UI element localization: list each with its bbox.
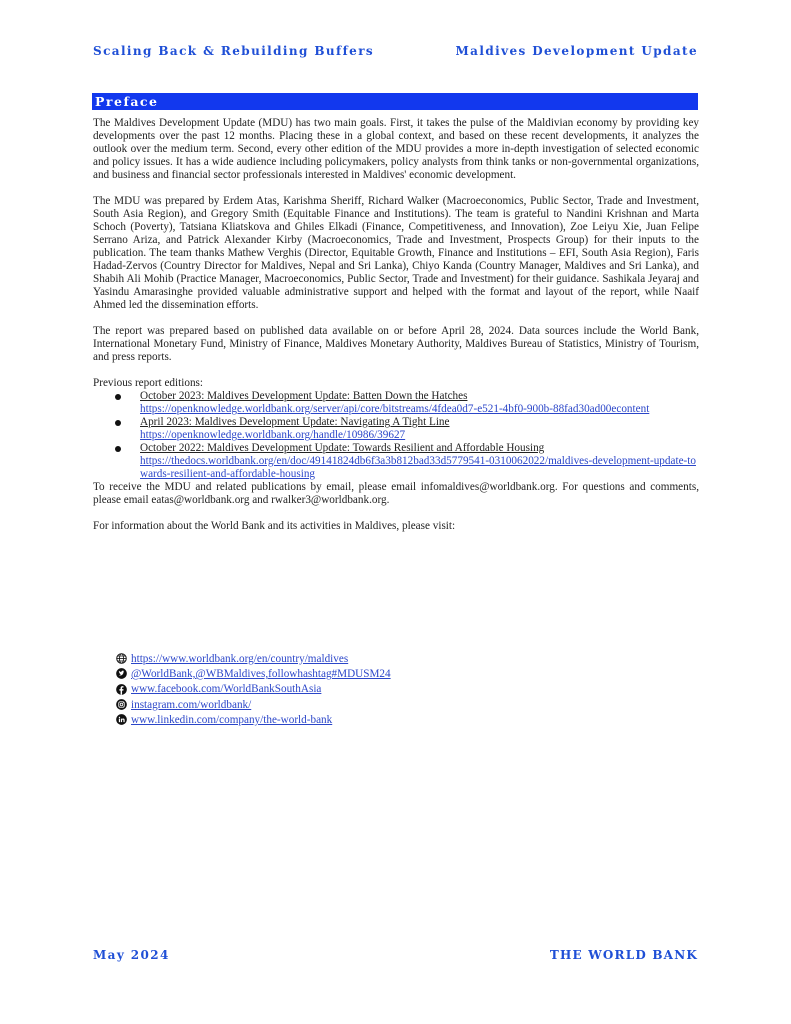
header-report-subtitle: Scaling Back & Rebuilding Buffers [93, 44, 375, 58]
edition-title-link[interactable]: October 2022: Maldives Development Update: Towards Resilient and Affordable Housing [140, 442, 545, 454]
globe-icon [116, 653, 127, 664]
edition-url-link[interactable]: https://openknowledge.worldbank.org/handle/10986/39627 [140, 429, 406, 441]
instagram-icon [116, 699, 127, 710]
social-row-instagram [116, 697, 391, 712]
section-heading-preface: Preface [92, 93, 698, 110]
social-row-linkedin [116, 712, 391, 727]
list-item [93, 390, 699, 416]
bullet-icon [115, 394, 121, 400]
linkedin-icon [116, 714, 127, 725]
edition-url-link[interactable]: https://thedocs.worldbank.org/en/doc/49141824db6f3a3b812bad33d5779541-0310062022/maldives-development-update-towards-resilient-and-affordable-housing [140, 455, 696, 480]
instagram-link[interactable]: instagram.com/worldbank/ [131, 698, 252, 711]
social-row-twitter [116, 666, 391, 681]
paragraph-goals: The Maldives Development Update (MDU) has two main goals. First, it takes the pulse of the Maldivian economy by providing key developments over the past 12 months. Placing these in a global context, and based on these recent developments, it analyzes the outlook over the medium term. Second, every other edition of the MDU provides a more in-depth investigation of selected economic and policy issues. It has a wide audience including policymakers, policy analysts from think tanks or non-governmental organizations, and business and financial sector professionals interested in Maldives' economic development. [93, 117, 699, 181]
bullet-icon [115, 420, 121, 426]
list-item [93, 442, 699, 481]
social-row-website [116, 651, 391, 666]
footer-date: May 2024 [93, 948, 170, 962]
paragraph-team: The MDU was prepared by Erdem Atas, Karishma Sheriff, Richard Walker (Macroeconomics, Public Sector, Trade and Investment, South Asia Region), and Gregory Smith (Equitable Finance and Institutions). The team is grateful to Nandini Krishnan and Marta Schoch (Poverty), Tatsiana Kliatskova and Ghiles Elkadi (Finance, Competitiveness, and Innovation), Zoe Leiyu Xie, Juan Felipe Serrano Ariza, and Patrick Alexander Kirby (Macroeconomics, Trade and Investment, Prospects Group) for their inputs to the publication. The team thanks Mathew Verghis (Director, Equitable Growth, Finance and Institutions – EFI, South Asia Region), Faris Hadad-Zervos (Country Director for Maldives, Nepal and Sri Lanka), Chiyo Kanda (Country Manager, Maldives and Sri Lanka), and Shabih Ali Mohib (Practice Manager, Macroeconomics, Public Sector, Trade and Investment) for their guidance. Sashikala Jeyaraj and Yasindu Amarasinghe provided valuable administrative support and helped with the format and layout of the report, while Naaif Ahmed led the dissemination efforts. [93, 195, 699, 311]
paragraph-visit: For information about the World Bank and its activities in Maldives, please visit: [93, 520, 456, 532]
facebook-link[interactable]: www.facebook.com/WorldBankSouthAsia [131, 683, 322, 696]
edition-title-link[interactable]: October 2023: Maldives Development Update: Batten Down the Hatches [140, 390, 468, 402]
previous-editions-label: Previous report editions: [93, 377, 203, 389]
footer-publisher: THE WORLD BANK [549, 948, 698, 962]
linkedin-link[interactable]: www.linkedin.com/company/the-world-bank [131, 713, 333, 726]
previous-editions-list [93, 390, 699, 481]
paragraph-data-sources: The report was prepared based on published data available on or before April 28, 2024. Data sources include the World Bank, International Monetary Fund, Ministry of Finance, Maldives Monetary Authority, Maldives Bureau of Statistics, Ministry of Tourism, and press reports. [93, 325, 699, 363]
bullet-icon [115, 446, 121, 452]
paragraph-email-contact: To receive the MDU and related publications by email, please email infomaldives@worldbank.org. For questions and comments, please email eatas@worldbank.org and rwalker3@worldbank.org. [93, 481, 699, 506]
twitter-icon [116, 668, 127, 679]
social-links [116, 651, 391, 727]
facebook-icon [116, 684, 127, 695]
header-report-title: Maldives Development Update [455, 44, 698, 58]
edition-url-link[interactable]: https://openknowledge.worldbank.org/server/api/core/bitstreams/4fdea0d7-e521-4bf0-900b-88fad30ad00econtent [140, 403, 650, 415]
edition-title-link[interactable]: April 2023: Maldives Development Update: Navigating A Tight Line [140, 416, 450, 428]
website-link[interactable]: https://www.worldbank.org/en/country/maldives [131, 652, 349, 665]
twitter-handles-link[interactable]: @WorldBank,@WBMaldives,followhashtag#MDUSM24 [131, 667, 391, 680]
preface-body [93, 117, 699, 546]
social-row-facebook [116, 682, 391, 697]
list-item [93, 416, 699, 442]
